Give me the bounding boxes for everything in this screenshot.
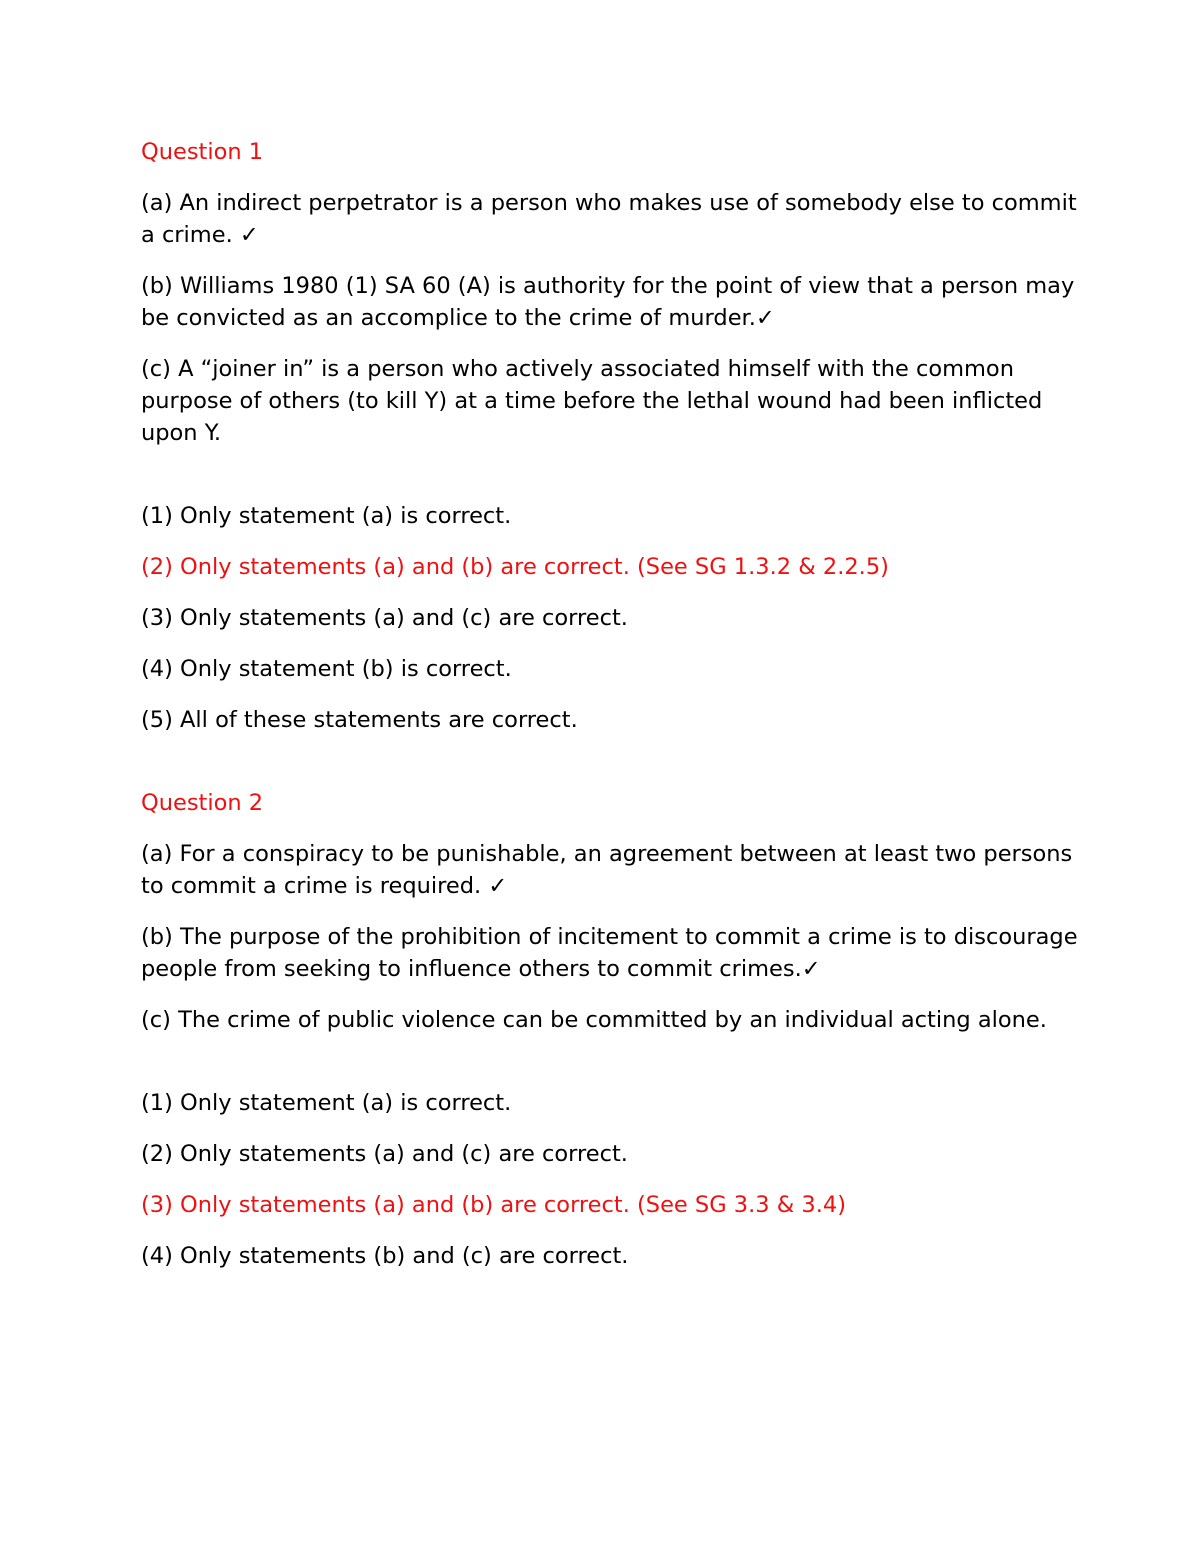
option-5: (5) All of these statements are correct.	[141, 707, 578, 733]
option-2: (2) Only statements (a) and (c) are correct.	[141, 1141, 628, 1167]
option-4: (4) Only statements (b) and (c) are correct.	[141, 1243, 629, 1269]
option-1: (1) Only statement (a) is correct.	[141, 1090, 512, 1116]
option-3: (3) Only statements (a) and (c) are correct.	[141, 605, 628, 631]
spacer	[141, 755, 1081, 787]
statement-c: (c) The crime of public violence can be committed by an individual acting alone.	[141, 1007, 1047, 1033]
statement-b: (b) Williams 1980 (1) SA 60 (A) is authority for the point of view that a person may be convicted as an accomplice to the crime of murder.✓	[141, 273, 1075, 331]
statement-b: (b) The purpose of the prohibition of incitement to commit a crime is to discourage people from seeking to influence others to commit crimes.✓	[141, 924, 1078, 982]
option-4: (4) Only statement (b) is correct.	[141, 656, 512, 682]
option-3-correct-answer: (3) Only statements (a) and (b) are correct. (See SG 3.3 & 3.4)	[141, 1192, 846, 1218]
question-title: Question 2	[141, 790, 264, 816]
statement-a: (a) An indirect perpetrator is a person who makes use of somebody else to commit a crime. ✓	[141, 190, 1077, 248]
option-2-correct-answer: (2) Only statements (a) and (b) are correct. (See SG 1.3.2 & 2.2.5)	[141, 554, 889, 580]
option-1: (1) Only statement (a) is correct.	[141, 503, 512, 529]
document-page	[141, 136, 1081, 1291]
question-2	[141, 787, 1081, 1272]
statement-a: (a) For a conspiracy to be punishable, an agreement between at least two persons to commit a crime is required. ✓	[141, 841, 1073, 899]
statement-c: (c) A “joiner in” is a person who actively associated himself with the common purpose of others (to kill Y) at a time before the lethal wound had been inflicted upon Y.	[141, 356, 1043, 446]
spacer	[141, 1055, 1081, 1087]
spacer	[141, 468, 1081, 500]
question-title: Question 1	[141, 139, 264, 165]
question-1	[141, 136, 1081, 736]
